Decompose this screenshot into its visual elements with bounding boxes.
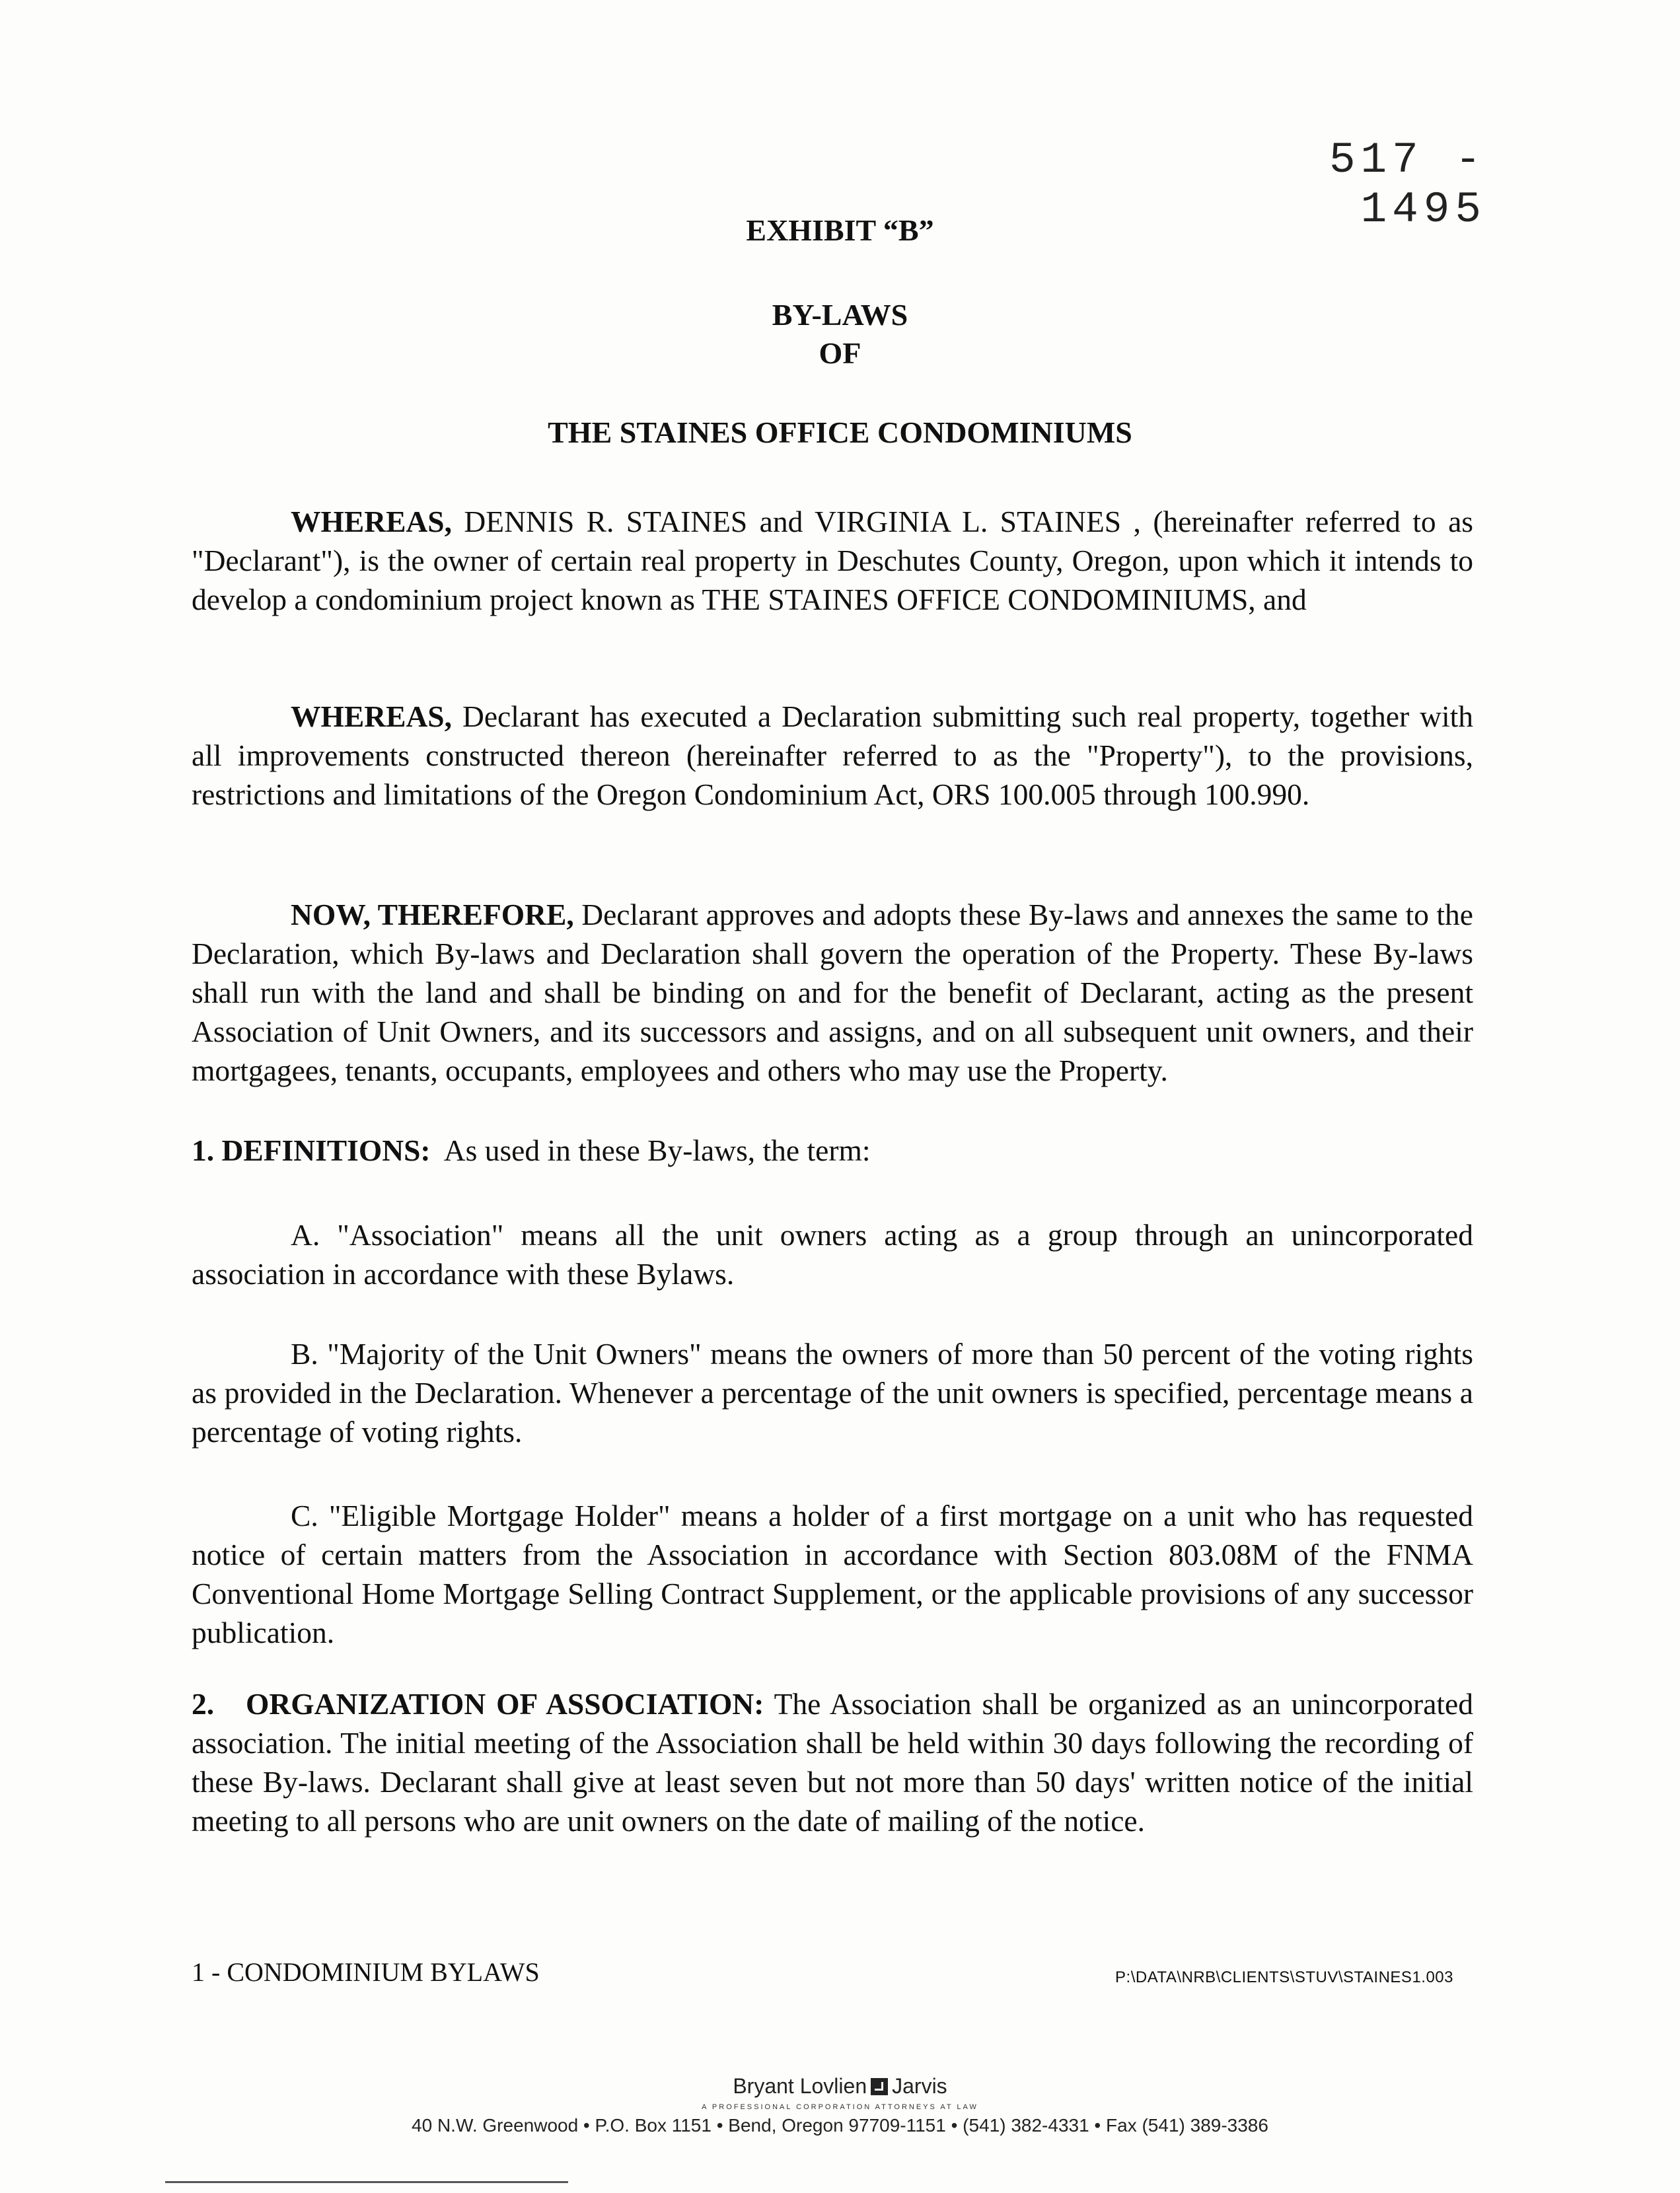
section-2-heading: 2. ORGANIZATION OF ASSOCIATION: <box>192 1687 764 1721</box>
whereas-text-1: DENNIS R. STAINES and VIRGINIA L. STAINES , (hereinafter referred to as "Declarant"), is the owner of certain real property in Deschutes County, Oregon, upon which it intends to develop a condominium project known as THE STAINES OFFICE CONDOMINIUMS, and <box>192 505 1473 616</box>
whereas-lead-2: WHEREAS, <box>291 700 452 733</box>
exhibit-label: EXHIBIT “B” <box>746 213 934 247</box>
firm-name <box>0 2074 1680 2099</box>
whereas-paragraph-1 <box>192 502 1473 619</box>
divider <box>165 2181 568 2183</box>
whereas-paragraph-2 <box>192 697 1473 814</box>
now-therefore-paragraph <box>192 895 1473 1090</box>
definition-c: C. "Eligible Mortgage Holder" means a holder of a first mortgage on a unit who has requested notice of certain matters from the Association in accordance with Section 803.08M of the FNMA Conventional Home Mortgage Selling Contract Supplement, or the applicable provisions of any successor publication. <box>192 1499 1473 1649</box>
definition-b: B. "Majority of the Unit Owners" means the owners of more than 50 percent of the voting rights as provided in the Declaration. Whenever a percentage of the unit owners is specified, percentage means a percentage of voting rights. <box>192 1337 1473 1449</box>
whereas-lead-1: WHEREAS, <box>291 505 452 538</box>
section-2 <box>192 1684 1473 1840</box>
page-label: 1 - CONDOMINIUM BYLAWS <box>192 1957 540 1987</box>
definition-a: A. "Association" means all the unit owners acting as a group through an unincorporated association in accordance with these Bylaws. <box>192 1218 1473 1291</box>
record-number: 517 - 1495 <box>1329 135 1486 234</box>
now-therefore-text: Declarant approves and adopts these By-laws and annexes the same to the Declaration, which By-laws and Declaration shall govern the operation of the Property. These By-laws shall run with the land and shall be binding on and for the benefit of Declarant, acting as the present Association of Unit Owners, and its successors and assigns, and on all subsequent unit owners, and their mortgagees, tenants, occupants, employees and others who may use the Property. <box>192 898 1473 1087</box>
firm-address: 40 N.W. Greenwood • P.O. Box 1151 • Bend, Oregon 97709-1151 • (541) 382-4331 • Fax (541) 389-3386 <box>412 2115 1268 2136</box>
section-2-text: The Association shall be organized as an unincorporated association. The initial meeting of the Association shall be held within 30 days following the recording of these By-laws. Declarant shall give at least seven but not more than 50 days' written notice of the initial meeting to all persons who are unit owners on the date of mailing of the notice. <box>192 1687 1473 1838</box>
section-1 <box>192 1131 1473 1170</box>
firm-tagline: A PROFESSIONAL CORPORATION ATTORNEYS AT LAW <box>702 2103 978 2111</box>
heading-line-1: BY-LAWS <box>772 298 908 332</box>
section-1-heading: 1. DEFINITIONS: <box>192 1133 431 1167</box>
section-1-intro: As used in these By-laws, the term: <box>430 1133 871 1167</box>
document-heading <box>0 296 1680 373</box>
firm-name-right: Jarvis <box>892 2074 947 2098</box>
whereas-text-2: Declarant has executed a Declaration submitting such real property, together with all improvements constructed thereon (hereinafter referred to as the "Property"), to the provisions, restrictions and limitations of the Oregon Condominium Act, ORS 100.005 through 100.990. <box>192 700 1473 811</box>
file-path: P:\DATA\NRB\CLIENTS\STUV\STAINES1.003 <box>1115 1968 1453 1986</box>
heading-line-2: OF <box>819 336 861 370</box>
firm-logo-icon <box>871 2078 888 2095</box>
now-therefore-lead: NOW, THEREFORE, <box>291 898 574 931</box>
firm-name-left: Bryant Lovlien <box>733 2074 867 2098</box>
document-title: THE STAINES OFFICE CONDOMINIUMS <box>548 415 1132 449</box>
